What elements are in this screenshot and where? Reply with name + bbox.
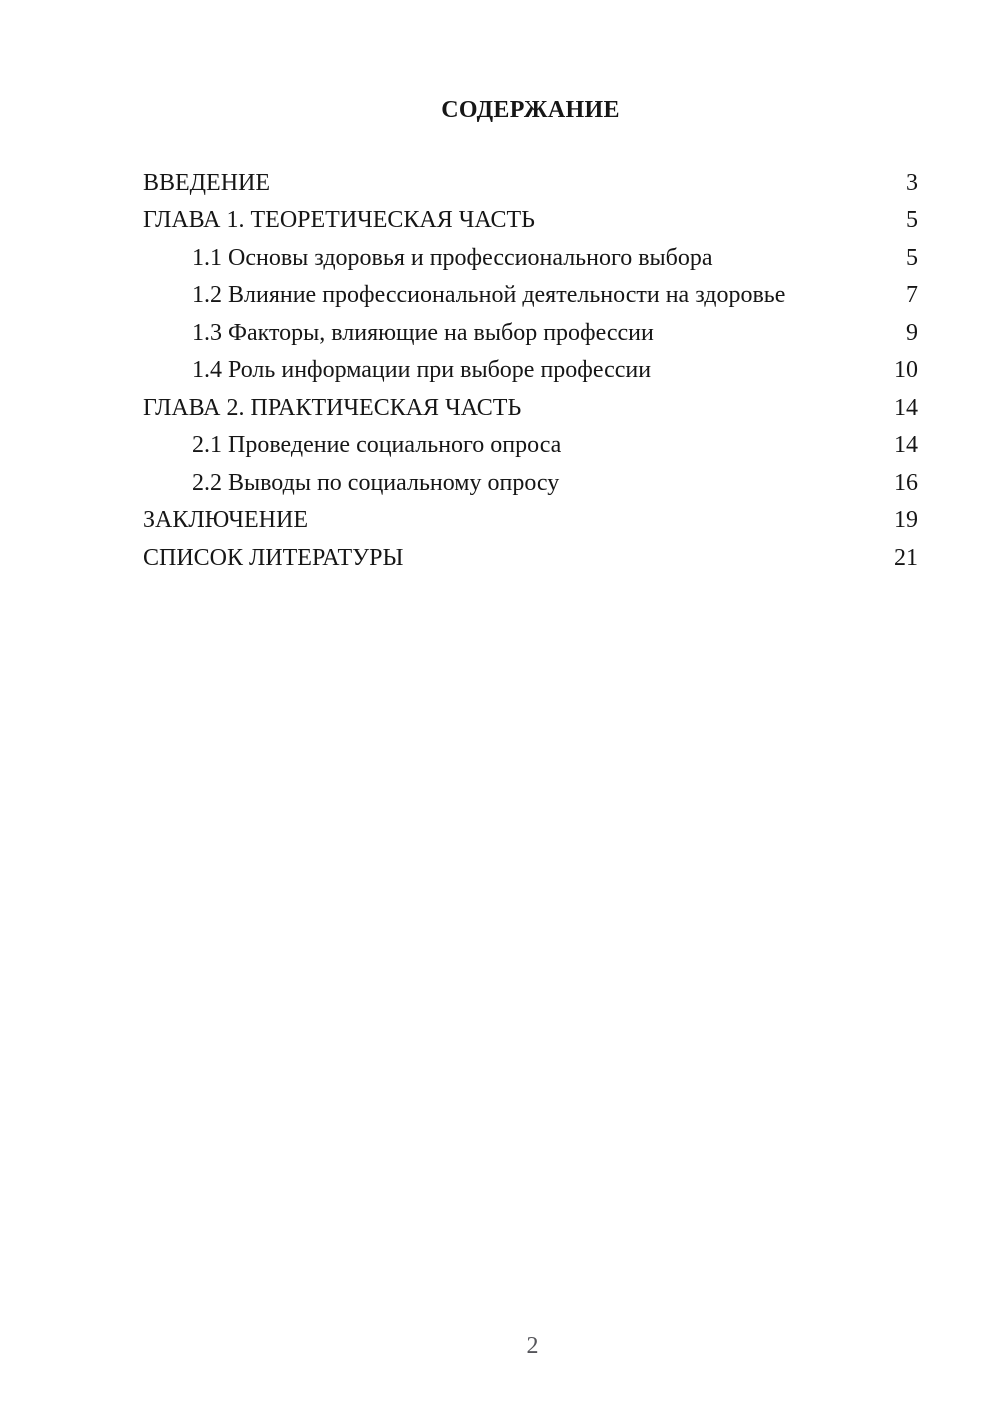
page-content — [0, 0, 1000, 577]
toc-entry — [143, 390, 918, 428]
toc-entry-label: 2.1 Проведение социального опроса — [192, 432, 562, 458]
toc-entry — [143, 277, 918, 315]
toc-entry-page: 19 — [894, 507, 918, 533]
toc-entry-label: 2.2 Выводы по социальному опросу — [192, 469, 560, 496]
toc-entry-page: 21 — [894, 544, 918, 571]
page-title: СОДЕРЖАНИЕ — [441, 97, 620, 123]
toc-entry-page: 16 — [894, 469, 918, 496]
toc-entry-label: 1.4 Роль информации при выборе профессии — [192, 357, 652, 383]
toc-entry-page: 7 — [906, 282, 918, 308]
toc-entry-label: ЗАКЛЮЧЕНИЕ — [143, 507, 308, 533]
toc-entry-page: 14 — [894, 432, 918, 458]
toc-entry-label: 1.3 Факторы, влияющие на выбор профессии — [192, 319, 654, 346]
toc-entry — [143, 165, 918, 203]
toc-entry — [143, 540, 918, 578]
toc-entry — [143, 427, 918, 465]
toc-entry — [143, 502, 918, 540]
toc-entry — [143, 315, 918, 353]
table-of-contents — [143, 165, 918, 578]
toc-entry — [143, 352, 918, 390]
toc-entry-label: ГЛАВА 1. ТЕОРЕТИЧЕСКАЯ ЧАСТЬ — [143, 207, 535, 233]
toc-entry-label: ВВЕДЕНИЕ — [143, 169, 271, 196]
toc-entry-page: 10 — [894, 357, 918, 383]
toc-entry-page: 5 — [906, 207, 918, 233]
toc-entry-page: 3 — [906, 169, 918, 196]
page-number: 2 — [526, 1333, 539, 1359]
toc-entry-label: 1.1 Основы здоровья и профессионального выбора — [192, 244, 713, 271]
toc-entry — [143, 465, 918, 503]
toc-entry-label: 1.2 Влияние профессиональной деятельности на здоровье — [192, 282, 786, 308]
toc-entry — [143, 240, 918, 278]
toc-entry-page: 14 — [894, 394, 918, 421]
toc-entry-label: СПИСОК ЛИТЕРАТУРЫ — [143, 544, 404, 571]
toc-entry-label: ГЛАВА 2. ПРАКТИЧЕСКАЯ ЧАСТЬ — [143, 394, 522, 421]
toc-entry-page: 9 — [906, 319, 918, 346]
toc-entry-page: 5 — [906, 244, 918, 271]
toc-entry — [143, 202, 918, 240]
